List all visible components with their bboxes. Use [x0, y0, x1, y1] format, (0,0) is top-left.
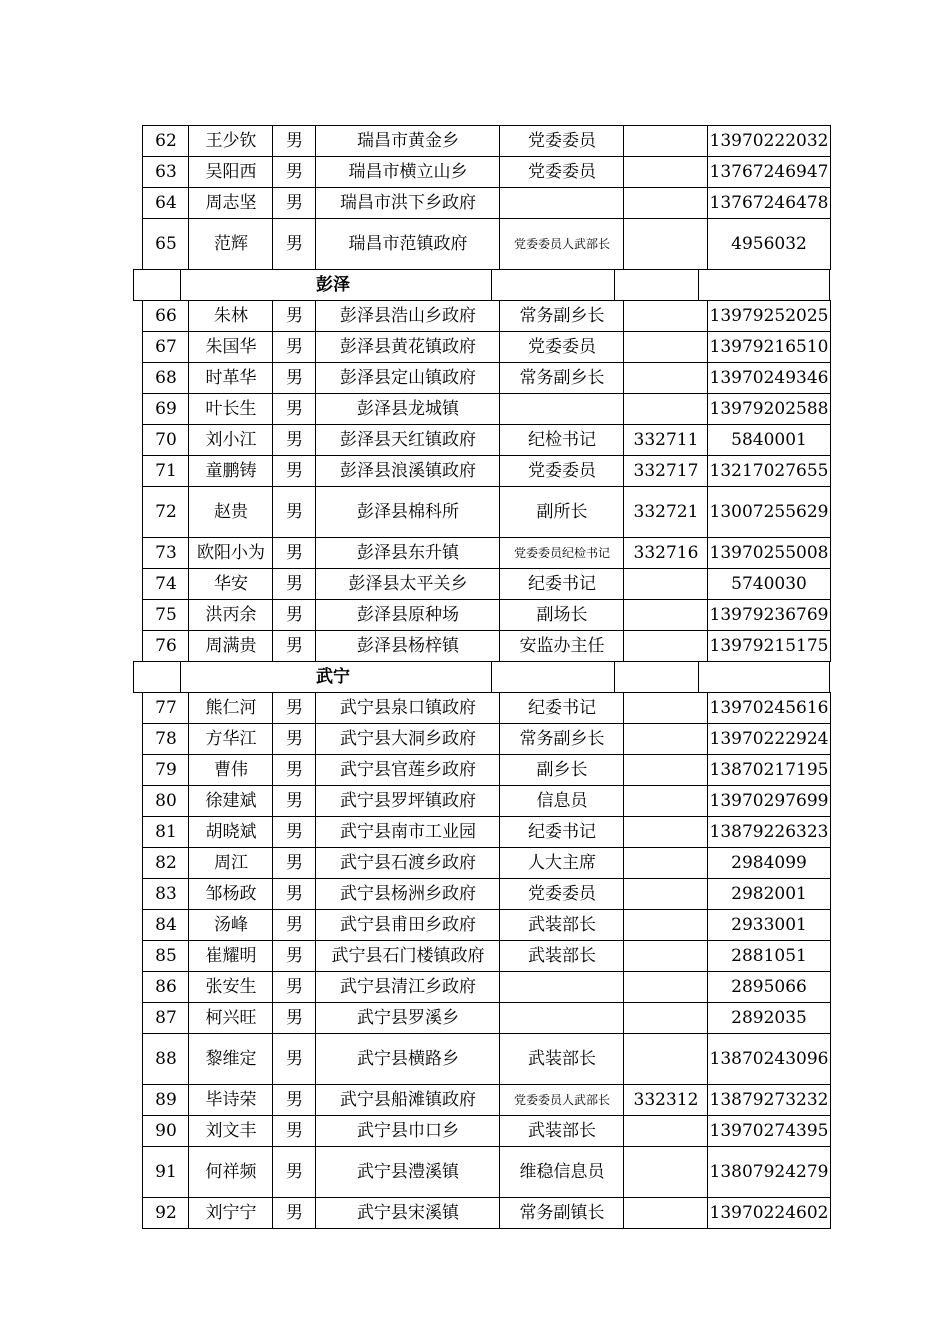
- phone-cell: 13979215175: [707, 630, 831, 662]
- gender-cell: 男: [272, 785, 316, 817]
- unit-cell: 武宁县清江乡政府: [315, 971, 500, 1003]
- post-cell: [499, 187, 624, 219]
- name-cell: 叶长生: [188, 393, 273, 425]
- postcode-cell: [623, 1033, 708, 1085]
- row-number-cell: 72: [142, 486, 189, 538]
- post-cell: 武装部长: [499, 940, 624, 972]
- section-blank-cell: [133, 661, 181, 693]
- name-cell: 王少钦: [188, 125, 273, 157]
- name-cell: 曹伟: [188, 754, 273, 786]
- name-cell: 刘宁宁: [188, 1197, 273, 1229]
- phone-cell: 13979236769: [707, 599, 831, 631]
- row-number-cell: 62: [142, 125, 189, 157]
- phone-cell: 13970274395: [707, 1115, 831, 1147]
- postcode-cell: 332717: [623, 455, 708, 487]
- unit-cell: 武宁县官莲乡政府: [315, 754, 500, 786]
- phone-cell: 2982001: [707, 878, 831, 910]
- phone-cell: 5840001: [707, 424, 831, 456]
- gender-cell: 男: [272, 816, 316, 848]
- name-cell: 柯兴旺: [188, 1002, 273, 1034]
- unit-cell: 武宁县横路乡: [315, 1033, 500, 1085]
- postcode-cell: [623, 940, 708, 972]
- phone-cell: 5740030: [707, 568, 831, 600]
- unit-cell: 武宁县石门楼镇政府: [315, 940, 500, 972]
- gender-cell: 男: [272, 568, 316, 600]
- table-row: [0, 393, 950, 425]
- postcode-cell: [623, 785, 708, 817]
- row-number-cell: 65: [142, 218, 189, 270]
- row-number-cell: 64: [142, 187, 189, 219]
- gender-cell: 男: [272, 187, 316, 219]
- phone-cell: 13807924279: [707, 1146, 831, 1198]
- phone-cell: 13979252025: [707, 300, 831, 332]
- unit-cell: 彭泽县杨梓镇: [315, 630, 500, 662]
- post-cell: 副所长: [499, 486, 624, 538]
- gender-cell: 男: [272, 455, 316, 487]
- name-cell: 胡晓斌: [188, 816, 273, 848]
- table-row: [0, 455, 950, 487]
- post-cell: 党委委员人武部长: [499, 1084, 624, 1116]
- phone-cell: 13970297699: [707, 785, 831, 817]
- name-cell: 周江: [188, 847, 273, 879]
- name-cell: 童鹏铸: [188, 455, 273, 487]
- unit-cell: 武宁县大洞乡政府: [315, 723, 500, 755]
- name-cell: 熊仁河: [188, 692, 273, 724]
- postcode-cell: [623, 692, 708, 724]
- postcode-cell: [623, 331, 708, 363]
- name-cell: 吴阳西: [188, 156, 273, 188]
- postcode-cell: 332312: [623, 1084, 708, 1116]
- table-row: [0, 362, 950, 394]
- row-number-cell: 71: [142, 455, 189, 487]
- section-blank-cell: [614, 269, 699, 301]
- gender-cell: 男: [272, 1033, 316, 1085]
- gender-cell: 男: [272, 1197, 316, 1229]
- postcode-cell: [623, 909, 708, 941]
- post-cell: 纪委书记: [499, 816, 624, 848]
- post-cell: 维稳信息员: [499, 1146, 624, 1198]
- table-row: [0, 599, 950, 631]
- name-cell: 徐建斌: [188, 785, 273, 817]
- name-cell: 周志坚: [188, 187, 273, 219]
- section-title-cell: 彭泽: [180, 269, 492, 301]
- unit-cell: 武宁县船滩镇政府: [315, 1084, 500, 1116]
- post-cell: 武装部长: [499, 909, 624, 941]
- postcode-cell: [623, 971, 708, 1003]
- table-row: [0, 723, 950, 755]
- gender-cell: 男: [272, 125, 316, 157]
- table-row: [0, 630, 950, 662]
- postcode-cell: 332716: [623, 537, 708, 569]
- unit-cell: 彭泽县原种场: [315, 599, 500, 631]
- phone-cell: 13767246947: [707, 156, 831, 188]
- row-number-cell: 92: [142, 1197, 189, 1229]
- table-row: [0, 1115, 950, 1147]
- gender-cell: 男: [272, 486, 316, 538]
- postcode-cell: [623, 723, 708, 755]
- gender-cell: 男: [272, 878, 316, 910]
- name-cell: 范辉: [188, 218, 273, 270]
- section-blank-cell: [491, 269, 615, 301]
- unit-cell: 瑞昌市洪下乡政府: [315, 187, 500, 219]
- row-number-cell: 73: [142, 537, 189, 569]
- name-cell: 朱国华: [188, 331, 273, 363]
- name-cell: 黎维定: [188, 1033, 273, 1085]
- gender-cell: 男: [272, 1084, 316, 1116]
- table-row: [0, 187, 950, 219]
- name-cell: 赵贵: [188, 486, 273, 538]
- gender-cell: 男: [272, 847, 316, 879]
- table-row: [0, 568, 950, 600]
- unit-cell: 武宁县宋溪镇: [315, 1197, 500, 1229]
- row-number-cell: 63: [142, 156, 189, 188]
- table-row: [0, 1084, 950, 1116]
- row-number-cell: 87: [142, 1002, 189, 1034]
- gender-cell: 男: [272, 300, 316, 332]
- postcode-cell: [623, 599, 708, 631]
- phone-cell: 13979216510: [707, 331, 831, 363]
- table-row: [0, 847, 950, 879]
- name-cell: 张安生: [188, 971, 273, 1003]
- post-cell: 常务副镇长: [499, 1197, 624, 1229]
- table-row: [0, 940, 950, 972]
- unit-cell: 武宁县石渡乡政府: [315, 847, 500, 879]
- section-header-row: [0, 269, 950, 301]
- name-cell: 朱林: [188, 300, 273, 332]
- unit-cell: 彭泽县天红镇政府: [315, 424, 500, 456]
- unit-cell: 武宁县罗溪乡: [315, 1002, 500, 1034]
- post-cell: [499, 393, 624, 425]
- row-number-cell: 67: [142, 331, 189, 363]
- post-cell: 纪检书记: [499, 424, 624, 456]
- table-row: [0, 486, 950, 538]
- section-blank-cell: [698, 269, 830, 301]
- row-number-cell: 81: [142, 816, 189, 848]
- name-cell: 刘小江: [188, 424, 273, 456]
- gender-cell: 男: [272, 692, 316, 724]
- phone-cell: 13970222032: [707, 125, 831, 157]
- phone-cell: 13870243096: [707, 1033, 831, 1085]
- gender-cell: 男: [272, 537, 316, 569]
- name-cell: 周满贵: [188, 630, 273, 662]
- postcode-cell: [623, 125, 708, 157]
- postcode-cell: [623, 1197, 708, 1229]
- postcode-cell: [623, 568, 708, 600]
- post-cell: 党委委员: [499, 878, 624, 910]
- post-cell: 常务副乡长: [499, 300, 624, 332]
- name-cell: 邹杨政: [188, 878, 273, 910]
- post-cell: 党委委员: [499, 156, 624, 188]
- section-blank-cell: [491, 661, 615, 693]
- gender-cell: 男: [272, 630, 316, 662]
- row-number-cell: 79: [142, 754, 189, 786]
- post-cell: 常务副乡长: [499, 723, 624, 755]
- post-cell: 党委委员: [499, 455, 624, 487]
- row-number-cell: 76: [142, 630, 189, 662]
- table-row: [0, 785, 950, 817]
- post-cell: 党委委员人武部长: [499, 218, 624, 270]
- post-cell: 纪委书记: [499, 692, 624, 724]
- postcode-cell: [623, 218, 708, 270]
- post-cell: 信息员: [499, 785, 624, 817]
- phone-cell: 13767246478: [707, 187, 831, 219]
- table-row: [0, 218, 950, 270]
- row-number-cell: 83: [142, 878, 189, 910]
- table-row: [0, 878, 950, 910]
- post-cell: 常务副乡长: [499, 362, 624, 394]
- gender-cell: 男: [272, 1115, 316, 1147]
- row-number-cell: 89: [142, 1084, 189, 1116]
- unit-cell: 彭泽县浪溪镇政府: [315, 455, 500, 487]
- row-number-cell: 88: [142, 1033, 189, 1085]
- unit-cell: 武宁县澧溪镇: [315, 1146, 500, 1198]
- phone-cell: 13879226323: [707, 816, 831, 848]
- table-row: [0, 1002, 950, 1034]
- section-title-cell: 武宁: [180, 661, 492, 693]
- unit-cell: 武宁县南市工业园: [315, 816, 500, 848]
- unit-cell: 瑞昌市黄金乡: [315, 125, 500, 157]
- row-number-cell: 69: [142, 393, 189, 425]
- table-row: [0, 300, 950, 332]
- row-number-cell: 86: [142, 971, 189, 1003]
- post-cell: [499, 971, 624, 1003]
- gender-cell: 男: [272, 599, 316, 631]
- postcode-cell: [623, 754, 708, 786]
- name-cell: 方华江: [188, 723, 273, 755]
- gender-cell: 男: [272, 723, 316, 755]
- gender-cell: 男: [272, 331, 316, 363]
- postcode-cell: [623, 1115, 708, 1147]
- post-cell: 党委委员: [499, 331, 624, 363]
- unit-cell: 彭泽县浩山乡政府: [315, 300, 500, 332]
- unit-cell: 武宁县甫田乡政府: [315, 909, 500, 941]
- post-cell: 武装部长: [499, 1115, 624, 1147]
- post-cell: 人大主席: [499, 847, 624, 879]
- row-number-cell: 82: [142, 847, 189, 879]
- phone-cell: 2984099: [707, 847, 831, 879]
- postcode-cell: [623, 1146, 708, 1198]
- postcode-cell: [623, 393, 708, 425]
- name-cell: 毕诗荣: [188, 1084, 273, 1116]
- row-number-cell: 74: [142, 568, 189, 600]
- postcode-cell: 332721: [623, 486, 708, 538]
- post-cell: 党委委员纪检书记: [499, 537, 624, 569]
- phone-cell: 2933001: [707, 909, 831, 941]
- gender-cell: 男: [272, 156, 316, 188]
- row-number-cell: 85: [142, 940, 189, 972]
- row-number-cell: 78: [142, 723, 189, 755]
- phone-cell: 13970255008: [707, 537, 831, 569]
- unit-cell: 瑞昌市范镇政府: [315, 218, 500, 270]
- gender-cell: 男: [272, 1146, 316, 1198]
- phone-cell: 13970222924: [707, 723, 831, 755]
- phone-cell: 13007255629: [707, 486, 831, 538]
- phone-cell: 2895066: [707, 971, 831, 1003]
- gender-cell: 男: [272, 909, 316, 941]
- phone-cell: 4956032: [707, 218, 831, 270]
- gender-cell: 男: [272, 940, 316, 972]
- gender-cell: 男: [272, 393, 316, 425]
- postcode-cell: 332711: [623, 424, 708, 456]
- phone-cell: 13970224602: [707, 1197, 831, 1229]
- unit-cell: 瑞昌市横立山乡: [315, 156, 500, 188]
- postcode-cell: [623, 300, 708, 332]
- table-row: [0, 537, 950, 569]
- postcode-cell: [623, 1002, 708, 1034]
- section-blank-cell: [614, 661, 699, 693]
- phone-cell: 13970249346: [707, 362, 831, 394]
- postcode-cell: [623, 362, 708, 394]
- section-blank-cell: [698, 661, 830, 693]
- unit-cell: 武宁县杨洲乡政府: [315, 878, 500, 910]
- section-blank-cell: [133, 269, 181, 301]
- gender-cell: 男: [272, 362, 316, 394]
- row-number-cell: 77: [142, 692, 189, 724]
- phone-cell: 2892035: [707, 1002, 831, 1034]
- gender-cell: 男: [272, 971, 316, 1003]
- section-header-row: [0, 661, 950, 693]
- post-cell: 安监办主任: [499, 630, 624, 662]
- phone-cell: 13970245616: [707, 692, 831, 724]
- post-cell: 武装部长: [499, 1033, 624, 1085]
- row-number-cell: 68: [142, 362, 189, 394]
- name-cell: 华安: [188, 568, 273, 600]
- phone-cell: 13879273232: [707, 1084, 831, 1116]
- row-number-cell: 84: [142, 909, 189, 941]
- row-number-cell: 90: [142, 1115, 189, 1147]
- table-row: [0, 971, 950, 1003]
- table-row: [0, 1033, 950, 1085]
- table-row: [0, 331, 950, 363]
- postcode-cell: [623, 878, 708, 910]
- unit-cell: 武宁县泉口镇政府: [315, 692, 500, 724]
- table-row: [0, 125, 950, 157]
- post-cell: [499, 1002, 624, 1034]
- phone-cell: 2881051: [707, 940, 831, 972]
- table-row: [0, 424, 950, 456]
- post-cell: 纪委书记: [499, 568, 624, 600]
- post-cell: 党委委员: [499, 125, 624, 157]
- name-cell: 崔耀明: [188, 940, 273, 972]
- row-number-cell: 70: [142, 424, 189, 456]
- postcode-cell: [623, 816, 708, 848]
- unit-cell: 彭泽县棉科所: [315, 486, 500, 538]
- name-cell: 欧阳小为: [188, 537, 273, 569]
- gender-cell: 男: [272, 218, 316, 270]
- unit-cell: 彭泽县龙城镇: [315, 393, 500, 425]
- gender-cell: 男: [272, 754, 316, 786]
- name-cell: 洪丙余: [188, 599, 273, 631]
- post-cell: 副场长: [499, 599, 624, 631]
- postcode-cell: [623, 156, 708, 188]
- unit-cell: 武宁县巾口乡: [315, 1115, 500, 1147]
- name-cell: 刘文丰: [188, 1115, 273, 1147]
- postcode-cell: [623, 847, 708, 879]
- postcode-cell: [623, 630, 708, 662]
- row-number-cell: 80: [142, 785, 189, 817]
- name-cell: 汤峰: [188, 909, 273, 941]
- postcode-cell: [623, 187, 708, 219]
- table-row: [0, 816, 950, 848]
- gender-cell: 男: [272, 424, 316, 456]
- unit-cell: 彭泽县东升镇: [315, 537, 500, 569]
- row-number-cell: 75: [142, 599, 189, 631]
- unit-cell: 彭泽县定山镇政府: [315, 362, 500, 394]
- table-row: [0, 1197, 950, 1229]
- name-cell: 时革华: [188, 362, 273, 394]
- name-cell: 何祥频: [188, 1146, 273, 1198]
- table-row: [0, 1146, 950, 1198]
- table-row: [0, 156, 950, 188]
- table-row: [0, 754, 950, 786]
- unit-cell: 彭泽县黄花镇政府: [315, 331, 500, 363]
- gender-cell: 男: [272, 1002, 316, 1034]
- phone-cell: 13979202588: [707, 393, 831, 425]
- phone-cell: 13217027655: [707, 455, 831, 487]
- row-number-cell: 91: [142, 1146, 189, 1198]
- table-row: [0, 692, 950, 724]
- post-cell: 副乡长: [499, 754, 624, 786]
- phone-cell: 13870217195: [707, 754, 831, 786]
- unit-cell: 彭泽县太平关乡: [315, 568, 500, 600]
- table-row: [0, 909, 950, 941]
- row-number-cell: 66: [142, 300, 189, 332]
- unit-cell: 武宁县罗坪镇政府: [315, 785, 500, 817]
